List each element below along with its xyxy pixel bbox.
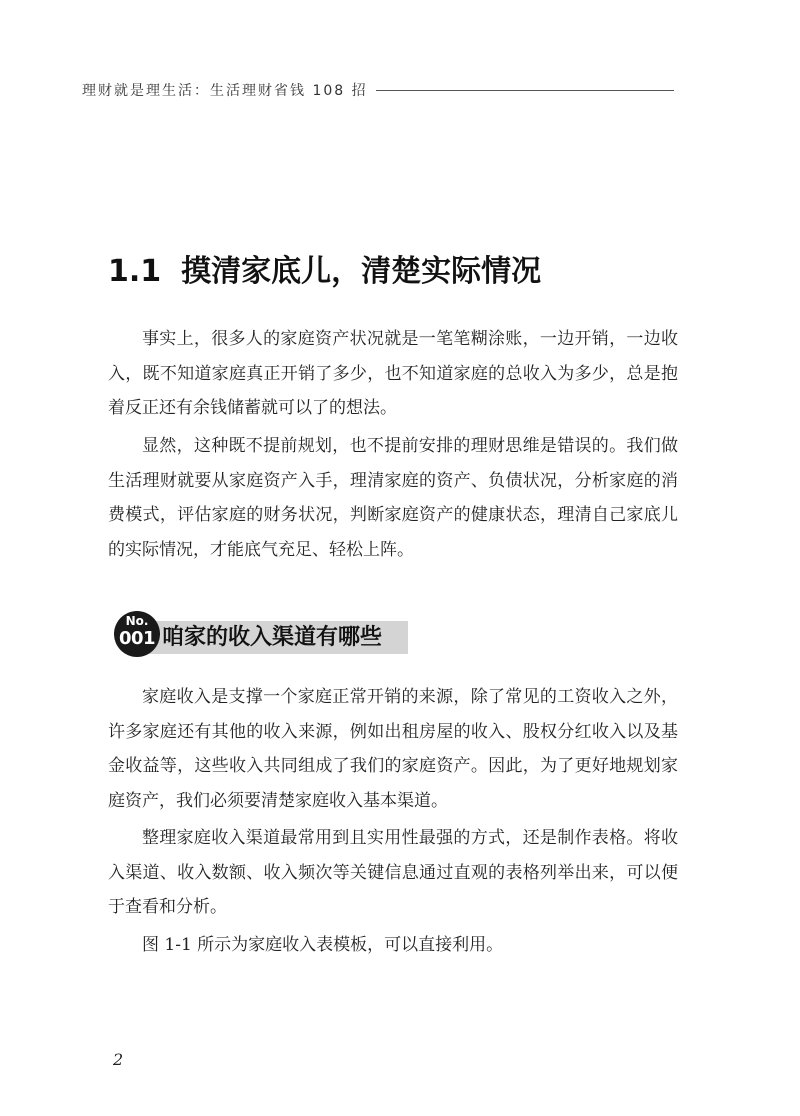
paragraph: 家庭收入是支撑一个家庭正常开销的来源，除了常见的工资收入之外，许多家庭还有其他的收入来源，例如出租房屋的收入、股权分红收入以及基金收益等，这些收入共同组成了我们的家庭资产。因此，为了更好地规划家庭资产，我们必须要清楚家庭收入基本渠道。 [108, 687, 678, 811]
running-title: 理财就是理生活：生活理财省钱 108 招 [82, 83, 368, 99]
paragraph: 事实上，很多人的家庭资产状况就是一笔笔糊涂账，一边开销，一边收入，既不知道家庭真正开销了多少，也不知道家庭的总收入为多少，总是抱着反正还有余钱储蓄就可以了的想法。 [108, 329, 678, 418]
section-title: 摸清家底儿，清楚实际情况 [181, 254, 542, 289]
item-title: 咱家的收入渠道有哪些 [162, 625, 383, 650]
header-rule [376, 90, 674, 91]
badge-code: 001 [118, 628, 156, 649]
paragraph: 显然，这种既不提前规划，也不提前安排的理财思维是错误的。我们做生活理财就要从家庭资产入手，理清家庭的资产、负债状况，分析家庭的消费模式，评估家庭的财务状况，判断家庭资产的健康状态，理清自己家底儿的实际情况，才能底气充足、轻松上阵。 [108, 436, 678, 560]
item-number-badge [114, 611, 160, 657]
paragraph: 整理家庭收入渠道最常用到且实用性最强的方式，还是制作表格。将收入渠道、收入数额、收入频次等关键信息通过直观的表格列举出来，可以便于查看和分析。 [108, 828, 678, 917]
running-header [82, 78, 674, 102]
item-heading [114, 610, 414, 660]
section-number: 1.1 [108, 254, 162, 289]
paragraph: 图 1-1 所示为家庭收入表模板，可以直接利用。 [142, 935, 504, 955]
section-heading [108, 248, 708, 296]
page-number: 2 [113, 1050, 124, 1069]
badge-no-label: No. [125, 614, 149, 628]
